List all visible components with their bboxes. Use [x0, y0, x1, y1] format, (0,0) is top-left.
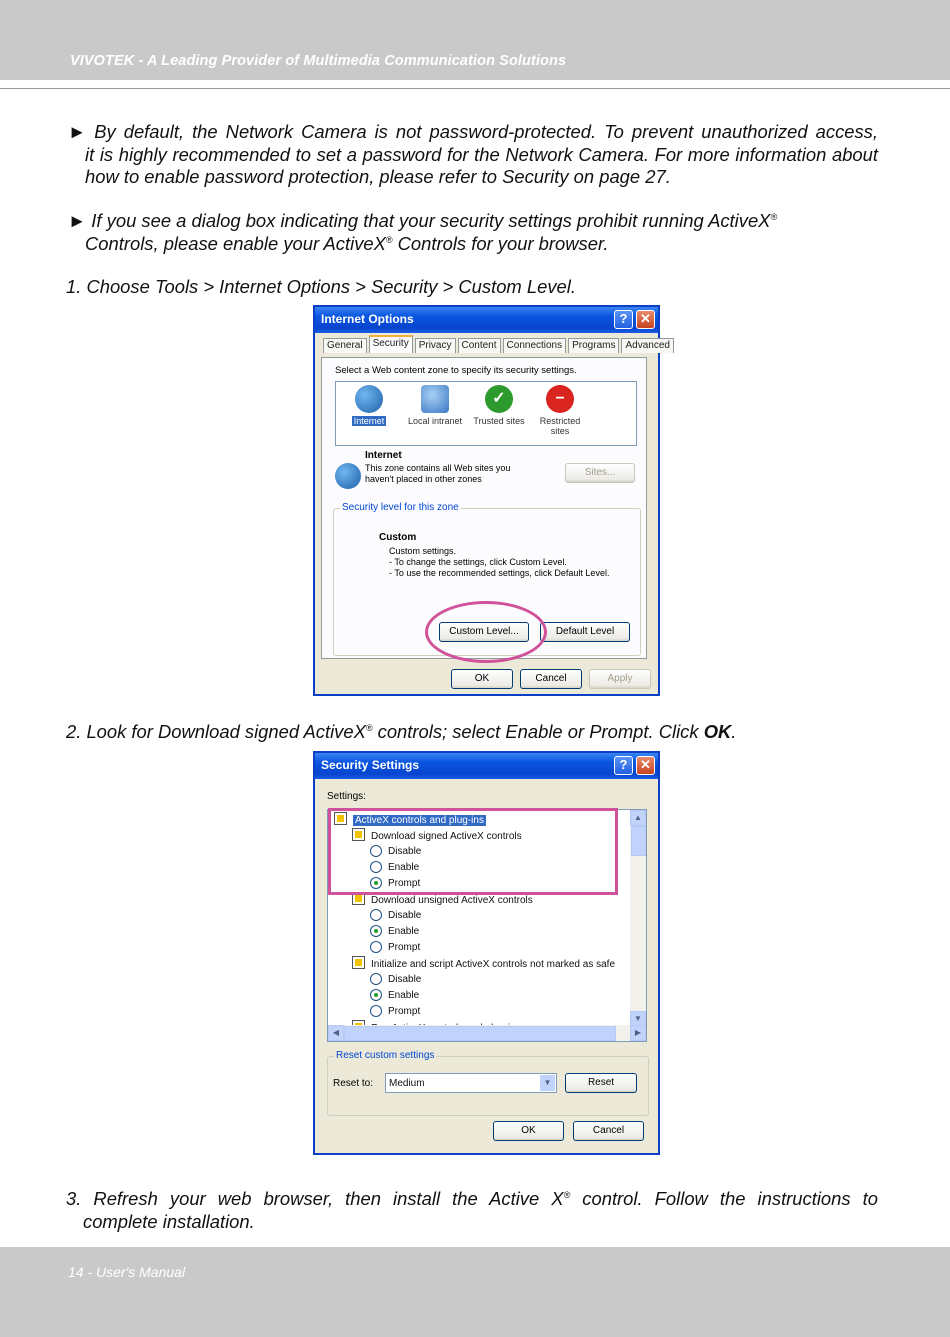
zone-list: [335, 381, 637, 446]
radio-label: Enable: [388, 862, 420, 873]
radio-init-prompt[interactable]: [370, 1004, 420, 1019]
horizontal-scrollbar[interactable]: [328, 1025, 646, 1041]
step3-line1: [66, 1188, 878, 1211]
apply-button[interactable]: Apply: [589, 669, 651, 689]
reg-mark: ®: [770, 212, 778, 222]
radio-label: Disable: [388, 846, 422, 857]
step2-text-a: 2. Look for Download signed ActiveX: [66, 721, 366, 742]
p1-line1: ► By default, the Network Camera is not password-protected. To prevent unauthorized access,: [68, 121, 878, 142]
zone-restricted-sites[interactable]: [530, 385, 590, 436]
check-icon: ✓: [485, 385, 513, 413]
custom-line-2: - To change the settings, click Custom Level.: [389, 557, 567, 567]
radio-selected-icon: [370, 989, 382, 1001]
page-header: [0, 0, 950, 80]
custom-level-button[interactable]: Custom Level...: [439, 622, 529, 642]
scroll-left-icon[interactable]: ◀: [328, 1025, 344, 1041]
globe-icon: [355, 385, 383, 413]
radio-selected-icon: [370, 925, 382, 937]
step2-end: .: [731, 721, 737, 742]
zone-label: Trusted sites: [473, 416, 525, 426]
step-3: [66, 1188, 878, 1233]
zone-label: Restricted sites: [539, 416, 581, 436]
tree-item-label: Download unsigned ActiveX controls: [371, 895, 533, 906]
radio-unsigned-enable[interactable]: [370, 924, 419, 939]
zone-name: Internet: [365, 450, 402, 461]
settings-icon: [352, 956, 365, 969]
tab-security[interactable]: Security: [369, 335, 413, 353]
tab-connections[interactable]: Connections: [503, 338, 567, 353]
step-1: 1. Choose Tools > Internet Options > Security > Custom Level.: [66, 276, 576, 297]
radio-icon: [370, 973, 382, 985]
scroll-up-icon[interactable]: ▲: [630, 810, 646, 826]
step-2: [66, 721, 886, 744]
radio-label: Enable: [388, 990, 420, 1001]
reg-mark: ®: [563, 1190, 571, 1200]
radio-label: Prompt: [388, 942, 421, 953]
tab-content[interactable]: Content: [458, 338, 501, 353]
custom-line-3: - To use the recommended settings, click Default Level.: [389, 568, 610, 578]
zone-local-intranet[interactable]: [402, 385, 468, 426]
custom-line-1: Custom settings.: [389, 546, 457, 556]
radio-label: Prompt: [388, 878, 421, 889]
ok-button[interactable]: OK: [451, 669, 513, 689]
zone-trusted-sites[interactable]: [466, 385, 532, 426]
step3-text-c: complete installation.: [83, 1210, 255, 1232]
tab-advanced[interactable]: Advanced: [621, 338, 673, 353]
reset-to-label: Reset to:: [333, 1078, 374, 1089]
internet-options-dialog: [313, 305, 670, 696]
header-divider: [0, 88, 950, 89]
paragraph-password-note: [68, 121, 878, 189]
computer-icon: [421, 385, 449, 413]
dialog-title: Internet Options: [321, 312, 414, 326]
zone-label: Local intranet: [407, 416, 463, 426]
select-zone-text: Select a Web content zone to specify its security settings.: [335, 365, 577, 376]
close-icon[interactable]: ✕: [636, 756, 655, 775]
help-icon[interactable]: ?: [614, 310, 633, 329]
radio-icon: [370, 941, 382, 953]
p2-text-a: ► If you see a dialog box indicating that your security settings prohibit running ActiveX: [68, 210, 771, 231]
tab-privacy[interactable]: Privacy: [415, 338, 456, 353]
dialog-title: Security Settings: [321, 758, 420, 772]
no-entry-icon: −: [546, 385, 574, 413]
paragraph-activex-note: [68, 210, 878, 255]
radio-icon: [370, 909, 382, 921]
scroll-down-icon[interactable]: ▼: [630, 1011, 646, 1027]
scroll-thumb[interactable]: [631, 826, 646, 856]
step3-text-a: 3. Refresh your web browser, then install the Active X: [66, 1188, 564, 1209]
tab-strip: [323, 338, 676, 353]
tree-item-initialize-script[interactable]: [352, 956, 615, 971]
p2-text-c: Controls for your browser.: [392, 232, 609, 254]
radio-unsigned-prompt[interactable]: [370, 940, 420, 955]
tree-item-label: Initialize and script ActiveX controls not marked as safe: [371, 959, 616, 970]
radio-label: Enable: [388, 926, 420, 937]
default-level-button[interactable]: Default Level: [540, 622, 630, 642]
tree-item-label: ActiveX controls and plug-ins: [355, 815, 484, 826]
dialog-titlebar: [315, 753, 658, 779]
custom-title: Custom: [379, 532, 417, 543]
radio-label: Prompt: [388, 1006, 421, 1017]
zone-desc-2: haven't placed in other zones: [365, 474, 482, 484]
reg-mark: ®: [385, 234, 393, 245]
step3-text-b: control. Follow the instructions to: [570, 1188, 878, 1209]
p1-rest: it is highly recommended to set a password for the Network Camera. For more information about how to enable password protection, please refer to Security on page 27.: [85, 143, 878, 187]
reset-button[interactable]: Reset: [565, 1073, 637, 1093]
radio-unsigned-disable[interactable]: [370, 908, 421, 923]
radio-label: Disable: [388, 974, 422, 985]
globe-icon: [335, 463, 361, 489]
scroll-right-icon[interactable]: ▶: [630, 1025, 646, 1041]
group-label: Security level for this zone: [342, 502, 459, 513]
radio-init-disable[interactable]: [370, 972, 421, 987]
tab-general[interactable]: General: [323, 338, 367, 353]
radio-icon: [370, 1005, 382, 1017]
close-icon[interactable]: ✕: [636, 310, 655, 329]
help-icon[interactable]: ?: [614, 756, 633, 775]
p2-text-b: Controls, please enable your ActiveX: [85, 232, 386, 254]
zone-label: Internet: [353, 416, 385, 426]
security-settings-dialog: [313, 751, 660, 1155]
footer-text: 14 - User's Manual: [68, 1264, 186, 1280]
tab-programs[interactable]: Programs: [568, 338, 619, 353]
sites-button[interactable]: Sites...: [565, 463, 635, 483]
scroll-thumb[interactable]: [344, 1026, 616, 1041]
zone-desc-1: This zone contains all Web sites you: [365, 463, 511, 473]
page-footer: [0, 1247, 950, 1337]
settings-label: Settings:: [327, 791, 366, 802]
radio-label: Disable: [388, 910, 422, 921]
chevron-down-icon[interactable]: ▼: [540, 1075, 555, 1091]
reset-level-select[interactable]: [385, 1073, 557, 1093]
header-text: VIVOTEK - A Leading Provider of Multimedia Communication Solutions: [70, 53, 567, 69]
reset-level-value: Medium: [389, 1078, 425, 1089]
dialog-titlebar: [315, 307, 658, 333]
step2-text-b: controls; select Enable or Prompt. Click: [372, 721, 704, 742]
group-label: Reset custom settings: [336, 1050, 435, 1061]
reg-mark: ®: [365, 723, 373, 733]
highlight-box: [328, 808, 618, 895]
cancel-button[interactable]: Cancel: [520, 669, 582, 689]
highlight-circle: [425, 601, 547, 663]
zone-internet[interactable]: [336, 385, 402, 426]
ok-button[interactable]: OK: [493, 1121, 564, 1141]
vertical-scrollbar[interactable]: [630, 810, 646, 1027]
step2-ok: OK: [703, 721, 732, 742]
cancel-button[interactable]: Cancel: [573, 1121, 644, 1141]
radio-init-enable[interactable]: [370, 988, 419, 1003]
tree-item-label: Download signed ActiveX controls: [371, 831, 522, 842]
